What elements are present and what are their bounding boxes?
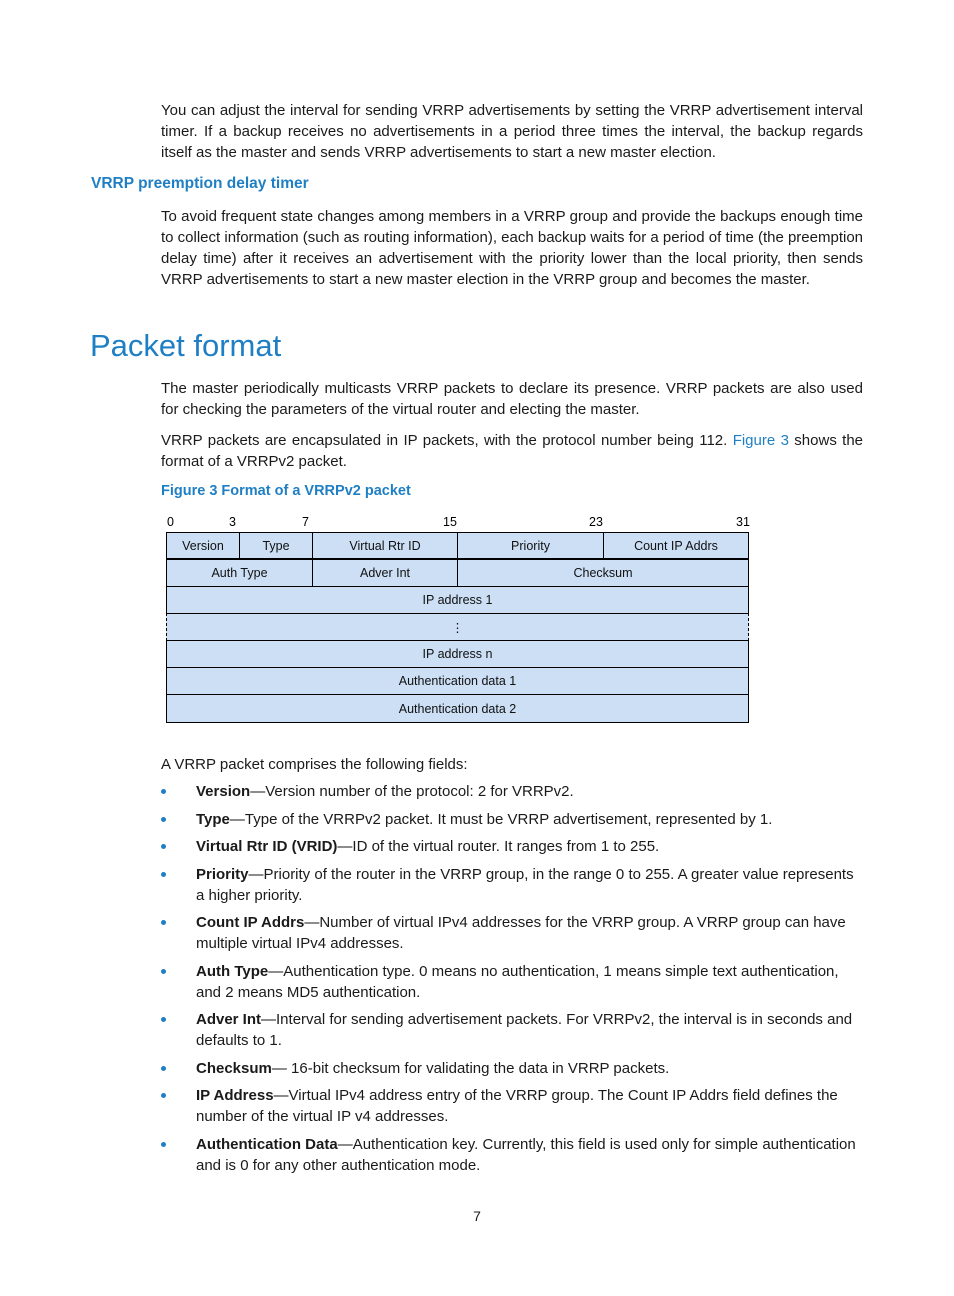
field-count-ip-addrs: Count IP Addrs xyxy=(603,532,749,559)
field-desc: —Priority of the router in the VRRP group, in the range 0 to 255. A greater value represents a higher priority. xyxy=(196,865,854,904)
field-adver-int: Adver Int xyxy=(312,559,458,587)
field-ip-ellipsis: ⋮ xyxy=(166,613,749,641)
bullet-icon xyxy=(161,969,166,974)
field-priority: Priority xyxy=(457,532,604,559)
field-type: Type xyxy=(239,532,313,559)
bullet-icon xyxy=(161,1093,166,1098)
bit-number-31: 31 xyxy=(736,515,750,529)
field-term: Version xyxy=(196,783,251,800)
field-desc: — 16-bit checksum for validating the data in VRRP packets. xyxy=(271,1059,670,1077)
list-item xyxy=(161,781,863,802)
packet-para-2 xyxy=(161,430,863,472)
field-ip-address-1: IP address 1 xyxy=(166,586,749,614)
field-term: Auth Type xyxy=(196,962,269,980)
bit-number-0: 0 xyxy=(167,515,174,529)
fields-list xyxy=(161,781,863,1182)
packet-para-2-before: VRRP packets are encapsulated in IP packets, with the protocol number being 112. xyxy=(161,432,728,449)
list-item xyxy=(161,1085,863,1127)
bullet-icon xyxy=(161,872,166,877)
bullet-icon xyxy=(161,1017,166,1022)
bullet-icon xyxy=(161,920,166,925)
bit-number-15: 15 xyxy=(443,515,457,529)
field-desc: —Authentication key. Currently, this field is used only for simple authentication and is 0 for any other authentication mode. xyxy=(196,1135,856,1174)
list-item xyxy=(161,1134,863,1176)
field-term: Count IP Addrs xyxy=(196,914,305,931)
field-term: Checksum xyxy=(196,1059,272,1077)
field-desc: —Version number of the protocol: 2 for VRRPv2. xyxy=(250,783,574,800)
list-item xyxy=(161,961,863,1003)
bit-number-3: 3 xyxy=(229,515,236,529)
list-item xyxy=(161,912,863,954)
field-checksum: Checksum xyxy=(457,559,749,587)
field-desc: —Virtual IPv4 address entry of the VRRP group. The Count IP Addrs field defines the number of the virtual IP v4 addresses. xyxy=(196,1087,838,1125)
field-term: Type xyxy=(196,810,230,828)
preemption-heading: VRRP preemption delay timer xyxy=(91,175,309,192)
field-virtual-rtr-id: Virtual Rtr ID xyxy=(312,532,458,559)
field-term: IP Address xyxy=(196,1087,274,1104)
list-item xyxy=(161,1009,863,1051)
field-ip-address-n: IP address n xyxy=(166,640,749,668)
field-desc: —Number of virtual IPv4 addresses for the VRRP group. A VRRP group can have multiple virtual IPv4 addresses. xyxy=(196,914,846,952)
bullet-icon xyxy=(161,789,166,794)
field-term: Adver Int xyxy=(196,1011,262,1028)
intro-paragraph: You can adjust the interval for sending VRRP advertisements by setting the VRRP advertisement interval timer. If a backup receives no advertisements in a period three times the interval, the backup regards itself as the master and sends VRRP advertisements to start a new master election. xyxy=(161,102,863,161)
list-item xyxy=(161,1058,863,1079)
bullet-icon xyxy=(161,1142,166,1147)
field-auth-data-2: Authentication data 2 xyxy=(166,694,749,723)
field-term: Priority xyxy=(196,865,249,883)
bit-number-7: 7 xyxy=(302,515,309,529)
page-number: 7 xyxy=(473,1208,481,1224)
field-desc: —ID of the virtual router. It ranges from 1 to 255. xyxy=(337,838,660,855)
list-item xyxy=(161,836,863,857)
bullet-icon xyxy=(161,1066,166,1071)
list-item xyxy=(161,864,863,906)
packet-para-2-after: shows the format of a VRRPv2 packet. xyxy=(161,432,864,470)
list-item xyxy=(161,809,863,830)
bit-number-23: 23 xyxy=(589,515,603,529)
field-desc: —Type of the VRRPv2 packet. It must be VRRP advertisement, represented by 1. xyxy=(229,810,773,828)
field-auth-data-1: Authentication data 1 xyxy=(166,667,749,695)
fields-intro: A VRRP packet comprises the following fields: xyxy=(161,756,468,773)
field-auth-type: Auth Type xyxy=(166,559,313,587)
preemption-body: To avoid frequent state changes among members in a VRRP group and provide the backups enough time to collect information (such as routing information), each backup waits for a period of time (the preemption delay time) after it receives an advertisement with the priority lower than the local priority, then sends VRRP advertisements to start a new master election in the VRRP group and becomes the master. xyxy=(161,208,864,288)
bullet-icon xyxy=(161,844,166,849)
bullet-icon xyxy=(161,817,166,822)
figure-caption: Figure 3 Format of a VRRPv2 packet xyxy=(161,483,411,499)
field-term: Virtual Rtr ID (VRID) xyxy=(196,838,338,855)
field-desc: —Interval for sending advertisement packets. For VRRPv2, the interval is in seconds and defaults to 1. xyxy=(196,1011,853,1049)
figure-3-link[interactable]: Figure 3 xyxy=(732,432,789,449)
field-version: Version xyxy=(166,532,240,559)
field-term: Authentication Data xyxy=(196,1135,338,1153)
packet-format-heading: Packet format xyxy=(90,328,282,363)
packet-para-1: The master periodically multicasts VRRP packets to declare its presence. VRRP packets are also used for checking the parameters of the virtual router and electing the master. xyxy=(161,380,863,418)
field-desc: —Authentication type. 0 means no authentication, 1 means simple text authentication, and 2 means MD5 authentication. xyxy=(196,962,839,1001)
